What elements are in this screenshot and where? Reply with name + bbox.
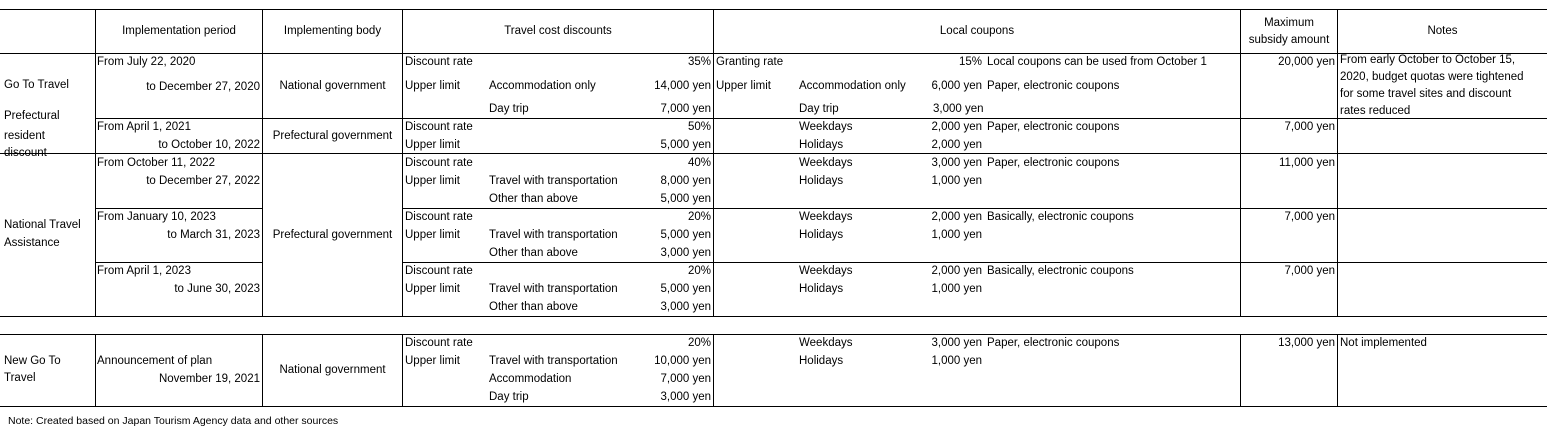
pref-holidays-label: Holidays [799,139,844,151]
pref-upper-value: 5,000 yen [660,139,711,151]
pref-name-line1: Prefectural [4,110,60,122]
nta-p3-upper-label: Upper limit [405,283,460,295]
goto-coupon-day-label: Day trip [799,103,839,115]
newgoto-holidays-value: 1,000 yen [931,355,982,367]
nta-p2-other-label: Other than above [489,247,578,259]
goto-upper-label: Upper limit [405,80,460,92]
goto-notes-line4: rates reduced [1340,105,1411,117]
header-travel: Travel cost discounts [504,25,612,37]
goto-day-value: 7,000 yen [660,103,711,115]
pref-name-cell [0,110,95,159]
nta-p3-other-value: 3,000 yen [660,301,711,313]
nta-p3-holidays-value: 1,000 yen [931,283,982,295]
goto-coupon-note2: Paper, electronic coupons [987,80,1120,92]
newgoto-max: 13,000 yen [1278,337,1335,349]
pref-discount-label: Discount rate [405,121,473,133]
rule-goto-bottom [95,118,1547,119]
rule-header-bottom [0,53,1547,54]
newgoto-weekdays-value: 3,000 yen [931,337,982,349]
goto-coupon-accom-value: 6,000 yen [931,80,982,92]
nta-p1-holidays-label: Holidays [799,175,844,187]
header-max-line1: Maximum [1264,17,1314,29]
nta-p3-discount-value: 20% [687,265,711,277]
col-rule-6b [1337,334,1338,406]
nta-p1-other-label: Other than above [489,193,578,205]
nta-p1-from: From October 11, 2022 [97,157,216,169]
goto-discount-label: Discount rate [405,56,473,68]
nta-p2-discount-value: 20% [687,211,711,223]
newgoto-period-line1: Announcement of plan [97,355,213,367]
nta-p2-transport-value: 5,000 yen [660,229,711,241]
newgoto-accom-value: 7,000 yen [660,373,711,385]
nta-p3-to: to June 30, 2023 [174,283,260,295]
pref-upper-label: Upper limit [405,139,460,151]
nta-body: Prefectural government [272,229,393,241]
nta-p1-other-value: 5,000 yen [660,193,711,205]
newgoto-transport-label: Travel with transportation [489,355,618,367]
pref-to: to October 10, 2022 [158,139,260,151]
goto-accom-value: 14,000 yen [654,80,711,92]
pref-name-line3: discount [4,147,47,159]
pref-coupon-note: Paper, electronic coupons [987,121,1120,133]
newgoto-discount-label: Discount rate [405,337,473,349]
rule-nta-2b [402,262,1547,263]
rule-nta-1b [402,208,1547,209]
goto-grant-value: 15% [958,56,982,68]
goto-notes-line1: From early October to October 15, [1340,54,1516,66]
nta-p1-weekdays-label: Weekdays [799,157,853,169]
newgoto-coupon-note: Paper, electronic coupons [987,337,1120,349]
pref-from: From April 1, 2021 [97,121,191,133]
goto-to: to December 27, 2020 [146,81,260,93]
goto-coupon-accom-label: Accommodation only [799,80,906,92]
nta-p2-transport-label: Travel with transportation [489,229,618,241]
nta-p1-transport-value: 8,000 yen [660,175,711,187]
newgoto-upper-label: Upper limit [405,355,460,367]
rule-pref-bottom [0,153,1547,154]
pref-discount-value: 50% [687,121,711,133]
nta-p2-weekdays-label: Weekdays [799,211,853,223]
rule-nta-1 [95,208,262,209]
goto-discount-value: 35% [687,56,711,68]
goto-from: From July 22, 2020 [97,56,196,68]
rule-newgoto-top [0,334,1547,335]
goto-grant-label: Granting rate [716,56,784,68]
col-rule-3 [402,9,403,316]
nta-p3-weekdays-label: Weekdays [799,265,853,277]
nta-p1-max: 11,000 yen [1278,157,1335,169]
nta-p1-holidays-value: 1,000 yen [931,175,982,187]
col-rule-4 [713,9,714,316]
nta-p3-other-label: Other than above [489,301,578,313]
goto-accom-label: Accommodation only [489,80,596,92]
nta-p2-holidays-value: 1,000 yen [931,229,982,241]
rule-top [0,9,1547,10]
nta-p2-discount-label: Discount rate [405,211,473,223]
goto-coupon-note1: Local coupons can be used from October 1 [987,56,1207,68]
nta-p3-holidays-label: Holidays [799,283,844,295]
pref-holidays-value: 2,000 yen [931,139,982,151]
nta-p1-discount-label: Discount rate [405,157,473,169]
nta-p3-transport-label: Travel with transportation [489,283,618,295]
nta-p1-to: to December 27, 2022 [146,175,260,187]
goto-name: Go To Travel [4,79,69,91]
nta-name-line1: National Travel [4,219,81,231]
nta-p2-coupon-note: Basically, electronic coupons [987,211,1134,223]
header-notes: Notes [1427,25,1458,37]
header-max-line2: subsidy amount [1248,34,1330,46]
nta-p2-from: From January 10, 2023 [97,211,216,223]
newgoto-holidays-label: Holidays [799,355,844,367]
nta-p2-upper-label: Upper limit [405,229,460,241]
newgoto-name-line1: New Go To [4,355,61,367]
newgoto-body: National government [279,364,386,376]
newgoto-transport-value: 10,000 yen [654,355,711,367]
nta-p3-max: 7,000 yen [1284,265,1335,277]
pref-body: Prefectural government [272,130,393,142]
nta-p3-transport-value: 5,000 yen [660,283,711,295]
nta-p3-coupon-note: Basically, electronic coupons [987,265,1134,277]
col-rule-1b [95,334,96,406]
nta-p3-weekdays-value: 2,000 yen [931,265,982,277]
pref-max: 7,000 yen [1284,121,1335,133]
newgoto-notes: Not implemented [1340,337,1427,349]
header-coupons: Local coupons [939,25,1015,37]
newgoto-discount-value: 20% [687,337,711,349]
nta-name-line2: Assistance [4,237,60,249]
rule-nta-2 [95,262,262,263]
newgoto-day-value: 3,000 yen [660,391,711,403]
col-rule-4b [713,334,714,406]
nta-p2-to: to March 31, 2023 [167,229,260,241]
nta-p2-weekdays-value: 2,000 yen [931,211,982,223]
nta-p2-holidays-label: Holidays [799,229,844,241]
col-rule-2 [262,9,263,316]
newgoto-accom-label: Accommodation [489,373,572,385]
goto-max: 20,000 yen [1278,56,1335,68]
pref-weekdays-value: 2,000 yen [931,121,982,133]
rule-nta-bottom [0,316,1547,317]
goto-notes-line3: for some travel sites and discount [1340,88,1512,100]
nta-p1-weekdays-value: 3,000 yen [931,157,982,169]
rule-newgoto-bottom [0,406,1547,407]
pref-name-line2: resident [4,130,45,142]
col-rule-3b [402,334,403,406]
goto-day-label: Day trip [489,103,529,115]
goto-coupon-day-value: 3,000 yen [933,103,984,115]
newgoto-weekdays-label: Weekdays [799,337,853,349]
nta-p1-discount-value: 40% [687,157,711,169]
nta-p3-from: From April 1, 2023 [97,265,191,277]
pref-weekdays-label: Weekdays [799,121,853,133]
header-body: Implementing body [283,25,382,37]
nta-p1-coupon-note: Paper, electronic coupons [987,157,1120,169]
header-period: Implementation period [122,25,236,37]
newgoto-period-line2: November 19, 2021 [158,373,260,385]
nta-p1-transport-label: Travel with transportation [489,175,618,187]
nta-p1-upper-label: Upper limit [405,175,460,187]
col-rule-6 [1337,9,1338,316]
goto-body: National government [279,80,386,92]
goto-coupon-upper-label: Upper limit [716,80,771,92]
nta-p2-max: 7,000 yen [1284,211,1335,223]
nta-p3-discount-label: Discount rate [405,265,473,277]
newgoto-name-line2: Travel [4,372,36,384]
goto-notes-line2: 2020, budget quotas were tightened [1340,71,1524,83]
nta-p2-other-value: 3,000 yen [660,247,711,259]
footnote: Note: Created based on Japan Tourism Agency data and other sources [8,415,339,427]
col-rule-1 [95,9,96,316]
newgoto-day-label: Day trip [489,391,529,403]
